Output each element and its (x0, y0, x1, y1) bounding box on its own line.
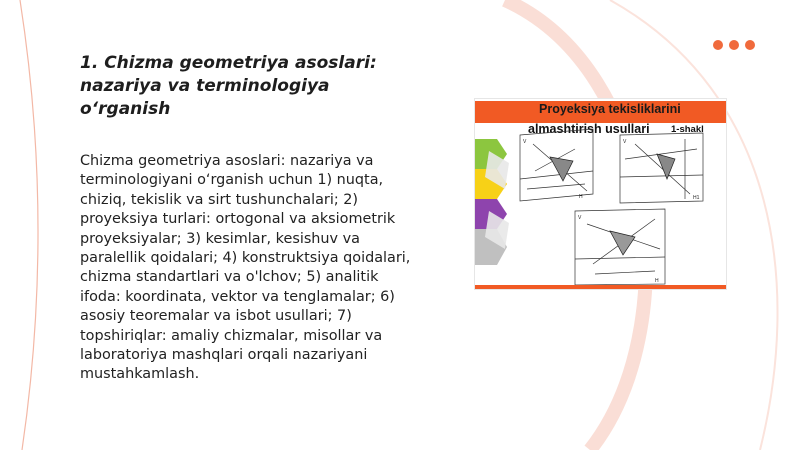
projection-diagram-image (474, 98, 727, 290)
slide-title-line2: nazariya va terminologiya o‘rganish (80, 76, 330, 119)
image-figure-label: 1-shakl (671, 124, 704, 135)
svg-text:H: H (655, 278, 659, 284)
image-subtitle: almashtirish usullari (528, 122, 650, 136)
projection-drawings (475, 99, 726, 289)
svg-text:V: V (623, 139, 627, 145)
svg-text:H: H (579, 194, 583, 200)
svg-text:V: V (578, 215, 582, 221)
slide-body-text: Chizma geometriya asoslari: nazariya va terminologiyani o‘rganish uchun 1) nuqta, chiziq, tekislik va sirt tushunchalari; 2) proyeksiya turlari: ortogonal va aksiometrik proyeksiyalar; 3) kesimlar, kesishuv va paralellik qoidalari; 4) konstruktsiya qoidalari, chizma standartlari va o'lchov; 5) analitik ifoda: koordinata, vektor va tenglamalar; 6) asosiy teoremalar va isbot usullari; 7) topshiriqlar: amaliy chizmalar, misollar va laboratoriya mashqlari orqali nazariyani mustahkamlash. (80, 153, 411, 383)
dot (745, 40, 755, 50)
slide-title-line1: 1. Chizma geometriya asoslari: (80, 53, 377, 73)
slide-title (80, 52, 420, 121)
image-bottom-bar (475, 285, 726, 289)
svg-text:V: V (523, 139, 527, 145)
svg-text:H1: H1 (693, 195, 700, 201)
decorative-dots-icon (713, 40, 755, 50)
image-banner-text: Proyeksiya tekisliklarini (539, 102, 681, 116)
dot (713, 40, 723, 50)
dot (729, 40, 739, 50)
